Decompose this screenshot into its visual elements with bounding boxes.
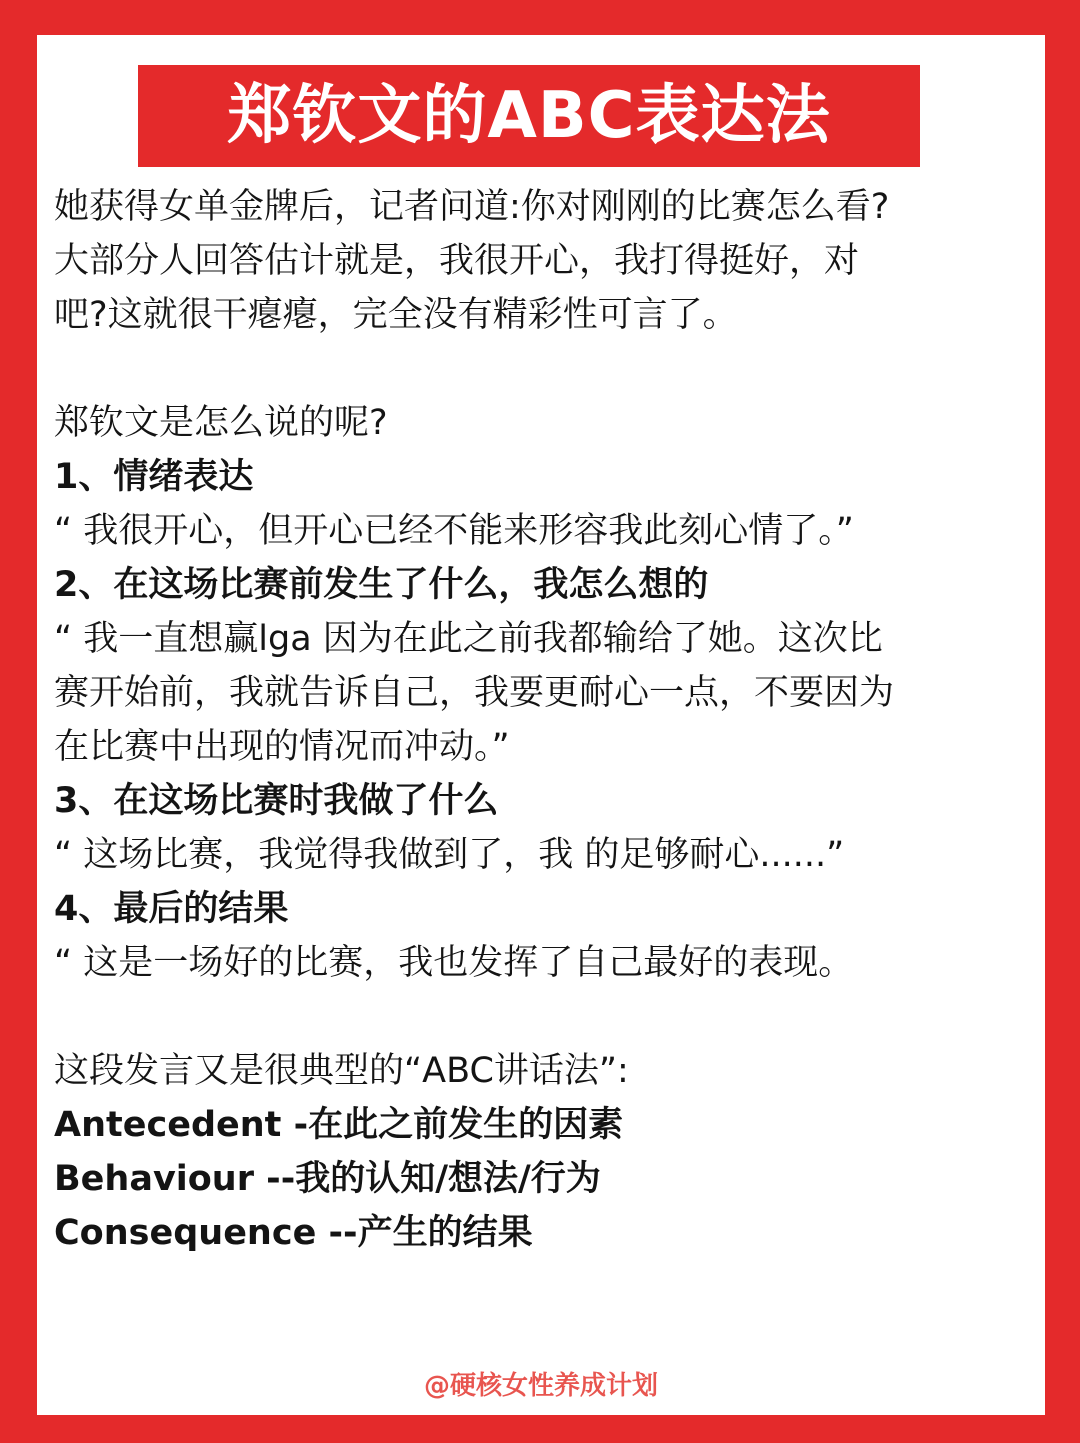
question-line: 郑钦文是怎么说的呢? — [54, 403, 388, 443]
point-4-quote-line-1: “ 这是一场好的比赛，我也发挥了自己最好的表现。 — [54, 943, 854, 983]
point-3-heading: 3、在这场比赛时我做了什么 — [54, 781, 499, 821]
point-2-heading: 2、在这场比赛前发生了什么，我怎么想的 — [54, 565, 709, 605]
intro-line-2: 大部分人回答估计就是，我很开心，我打得挺好，对 — [54, 241, 860, 281]
point-2-quote-line-1: “ 我一直想赢lga 因为在此之前我都输给了她。这次比 — [54, 619, 883, 659]
footer-handle: @硬核女性养成计划 — [423, 1371, 658, 1401]
article-body — [54, 180, 1014, 1260]
point-1-heading: 1、情绪表达 — [54, 457, 254, 497]
point-2-quote-line-2: 赛开始前，我就告诉自己，我要更耐心一点，不要因为 — [54, 673, 895, 713]
spacer — [54, 990, 1014, 1044]
intro-line-1: 她获得女单金牌后，记者问道:你对刚刚的比赛怎么看? — [54, 187, 890, 227]
spacer — [54, 342, 1014, 396]
point-4-heading: 4、最后的结果 — [54, 889, 289, 929]
point-3-quote-line-1: “ 这场比赛，我觉得我做到了，我 的足够耐心......” — [54, 835, 845, 875]
page-title: 郑钦文的ABC表达法 — [227, 79, 831, 153]
title-banner — [138, 65, 920, 167]
content-card — [37, 35, 1045, 1415]
abc-intro-line: 这段发言又是很典型的“ABC讲话法”: — [54, 1051, 629, 1091]
point-2-quote-line-3: 在比赛中出现的情况而冲动。” — [54, 727, 510, 767]
point-1-quote-line-1: “ 我很开心，但开心已经不能来形容我此刻心情了。” — [54, 511, 854, 551]
abc-behaviour: Behaviour --我的认知/想法/行为 — [54, 1159, 601, 1199]
abc-consequence: Consequence --产生的结果 — [54, 1213, 533, 1253]
intro-line-3: 吧?这就很干瘪瘪，完全没有精彩性可言了。 — [54, 295, 738, 335]
abc-antecedent: Antecedent -在此之前发生的因素 — [54, 1105, 624, 1145]
